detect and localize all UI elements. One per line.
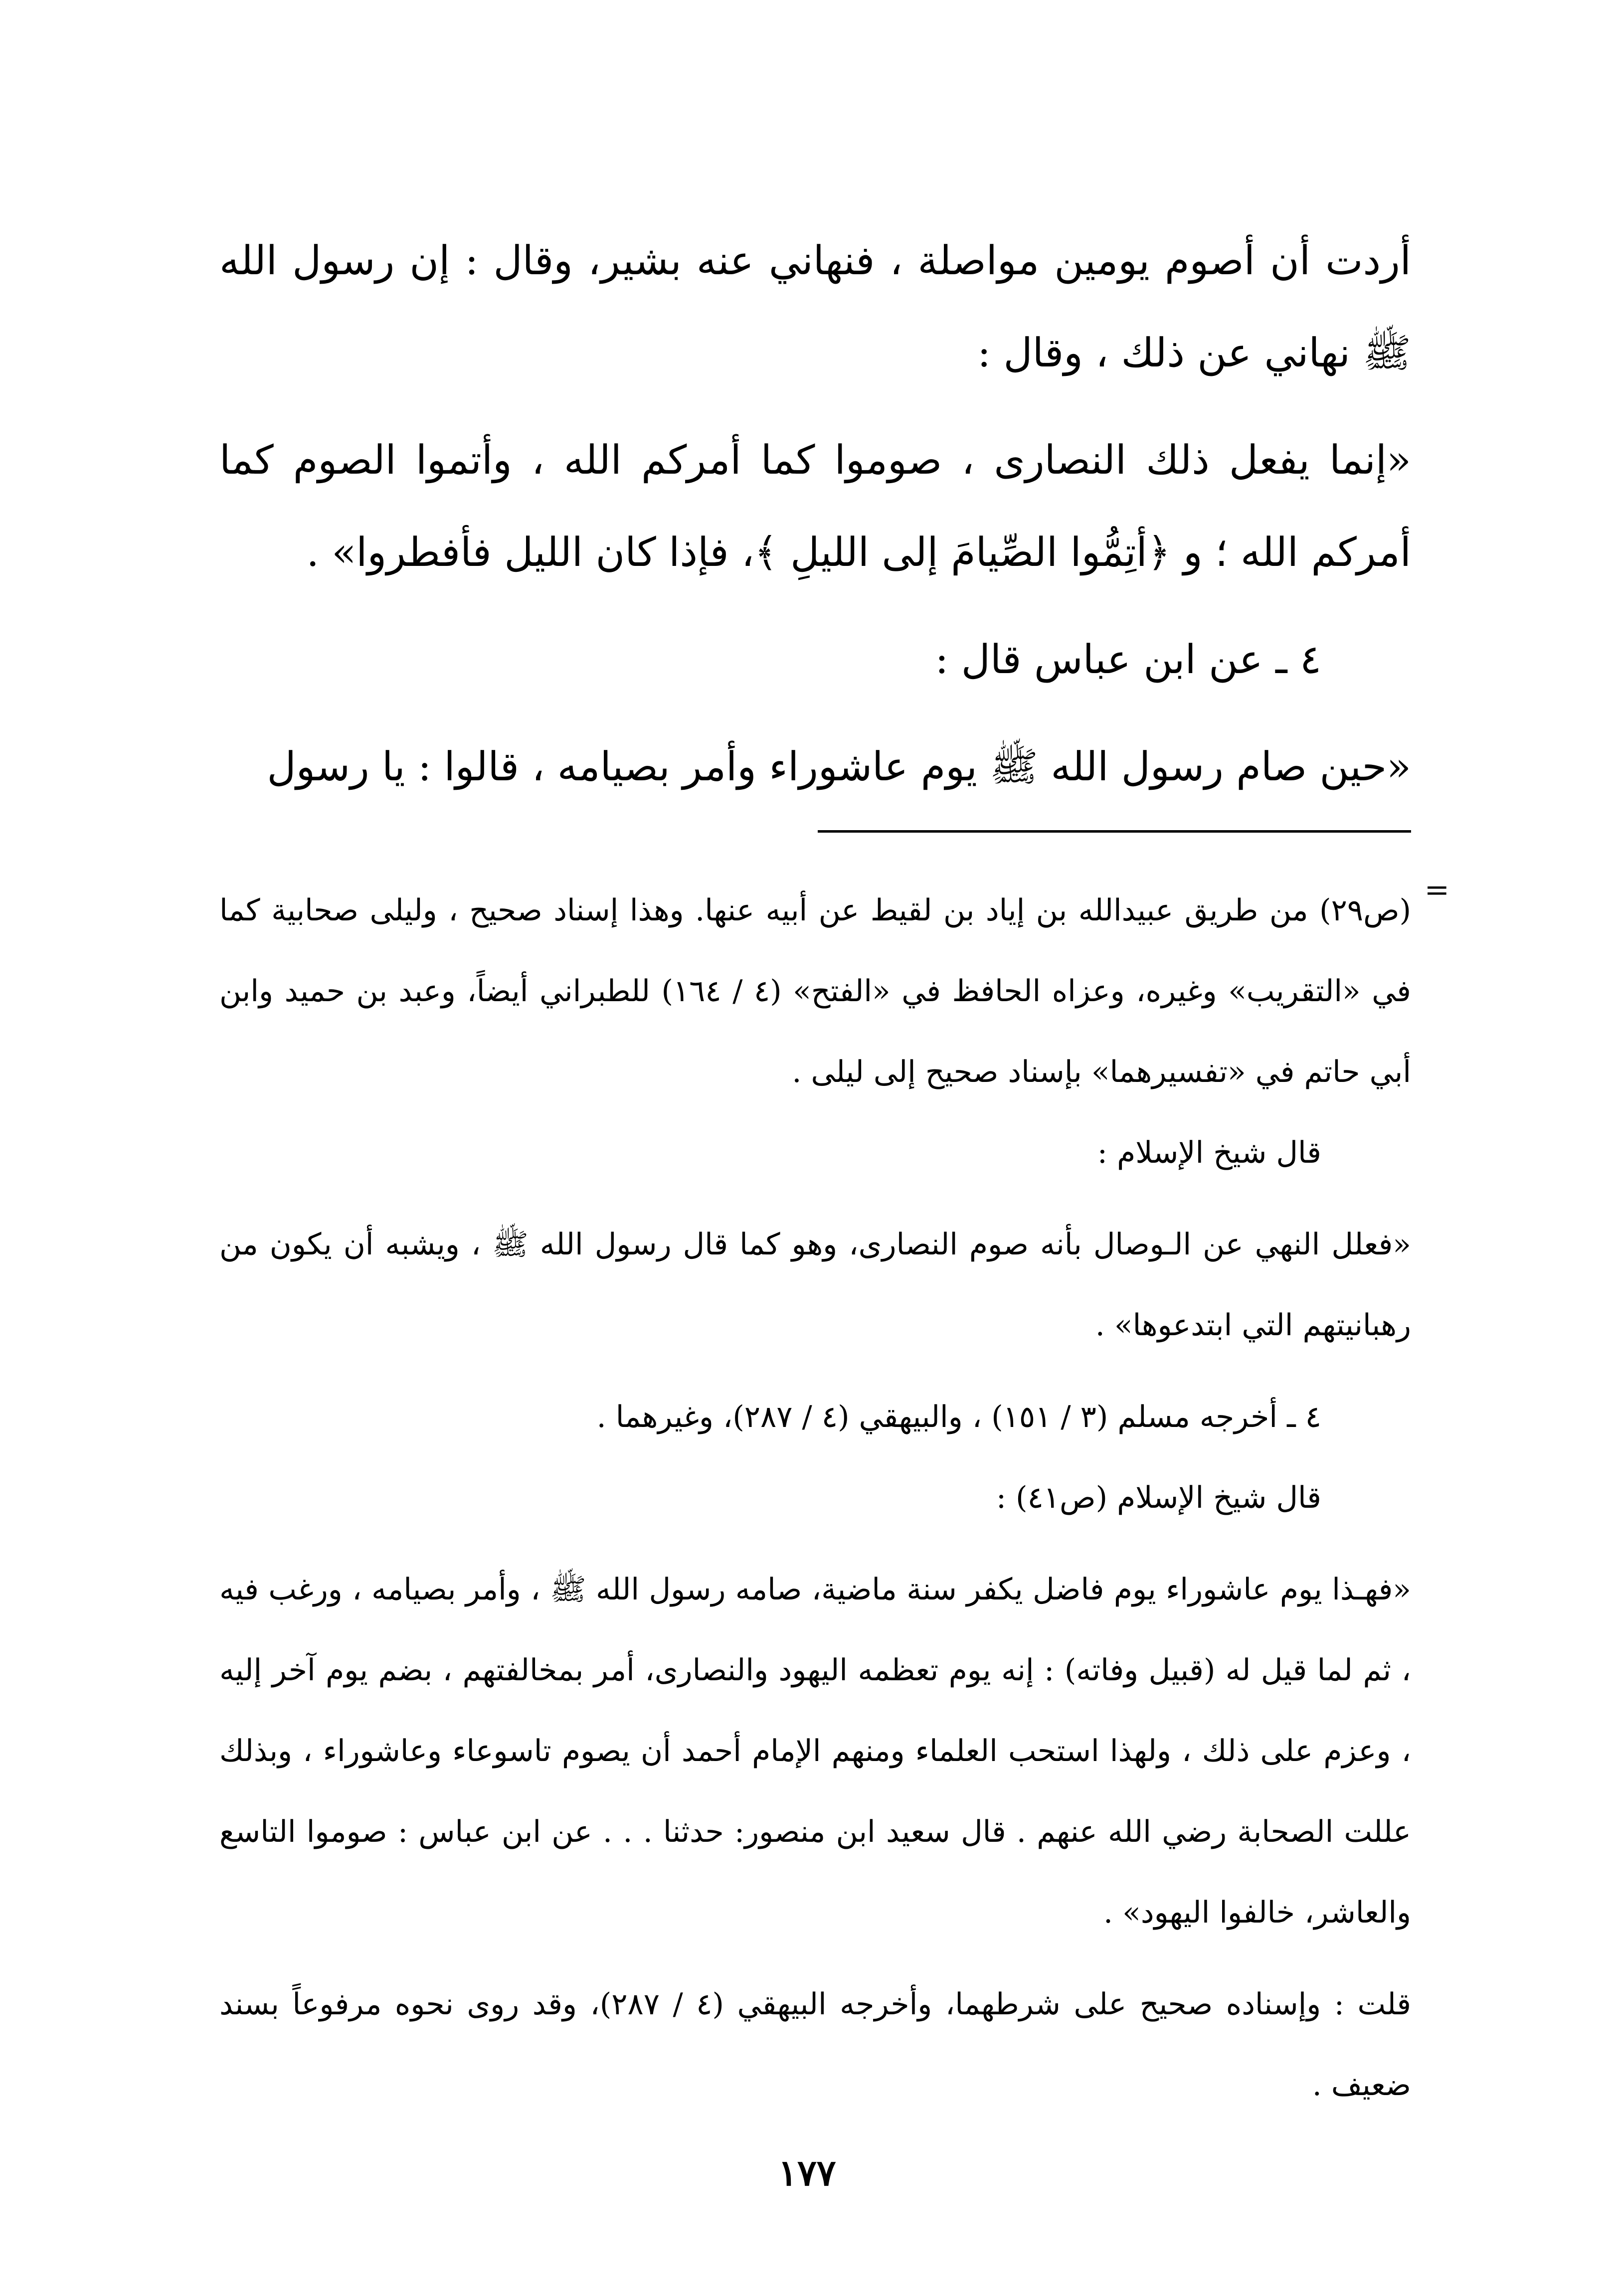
footnote-separator (818, 830, 1411, 833)
footnote-paragraph-1: (ص٢٩) من طريق عبيدالله بن إياد بن لقيط عن أبيه عنها. وهذا إسناد صحيح ، وليلى صحابية كما في «التقريب» وغيره، وعزاه الحافظ في «الفتح» (٤ / ١٦٤) للطبراني أيضاً، وعبد بن حميد وابن أبي حاتم في «تفسيرهما» بإسناد صحيح إلى ليلى . (219, 893, 1412, 1089)
footnote-continuation-mark: = (1424, 873, 1449, 907)
footnote-paragraph-7: قلت : وإسناده صحيح على شرطهما، وأخرجه البيهقي (٤ / ٢٨٧)، وقد روى نحوه مرفوعاً بسند ضعيف . (219, 1987, 1412, 2103)
page-number: ١٧٧ (778, 2151, 836, 2194)
footnote-paragraph-3: «فعلل النهي عن الـوصال بأنه صوم النصارى، وهو كما قال رسول الله ﷺ ، ويشبه أن يكون من رهبانيتهم التي ابتدعوها» . (219, 1227, 1411, 1343)
footnotes (219, 870, 1411, 2125)
main-paragraph-4: «حين صام رسول الله ﷺ يوم عاشوراء وأمر بصيامه ، قالوا : يا رسول (267, 743, 1411, 790)
footnote-paragraph-4: ٤ ـ أخرجه مسلم (٣ / ١٥١) ، والبيهقي (٤ / ٢٨٧)، وغيرهما . (596, 1400, 1321, 1434)
main-text (219, 214, 1411, 813)
main-paragraph-3: ٤ ـ عن ابن عباس قال : (935, 636, 1321, 683)
footnote-paragraph-6: «فهـذا يوم عاشوراء يوم فاضل يكفر سنة ماضية، صامه رسول الله ﷺ ، وأمر بصيامه ، ورغب فيه ، ثم لما قيل له (قبيل وفاته) : إنه يوم تعظمه اليهود والنصارى، أمر بمخالفتهم ، بضم يوم آخر إليه ، وعزم على ذلك ، ولهذا استحب العلماء ومنهم الإمام أحمد أن يصوم تاسوعاء وعاشوراء ، وبذلك عللت الصحابة رضي الله عنهم . قال سعيد ابن منصور: حدثنا . . . عن ابن عباس : صوموا التاسع والعاشر، خالفوا اليهود» . (219, 1572, 1411, 1930)
footnote-paragraph-5: قال شيخ الإسلام (ص٤١) : (996, 1480, 1321, 1515)
footnote-paragraph-2: قال شيخ الإسلام : (1097, 1135, 1321, 1170)
main-paragraph-1: أردت أن أصوم يومين مواصلة ، فنهاني عنه بشير، وقال : إن رسول الله ﷺ نهاني عن ذلك ، وقال : (219, 237, 1411, 376)
main-paragraph-2: «إنما يفعل ذلك النصارى ، صوموا كما أمركم الله ، وأتموا الصوم كما أمركم الله ؛ و ﴿أتِمُّوا الصِّيامَ إلى الليلِ ﴾، فإذا كان الليل فأفطروا» . (219, 437, 1412, 575)
